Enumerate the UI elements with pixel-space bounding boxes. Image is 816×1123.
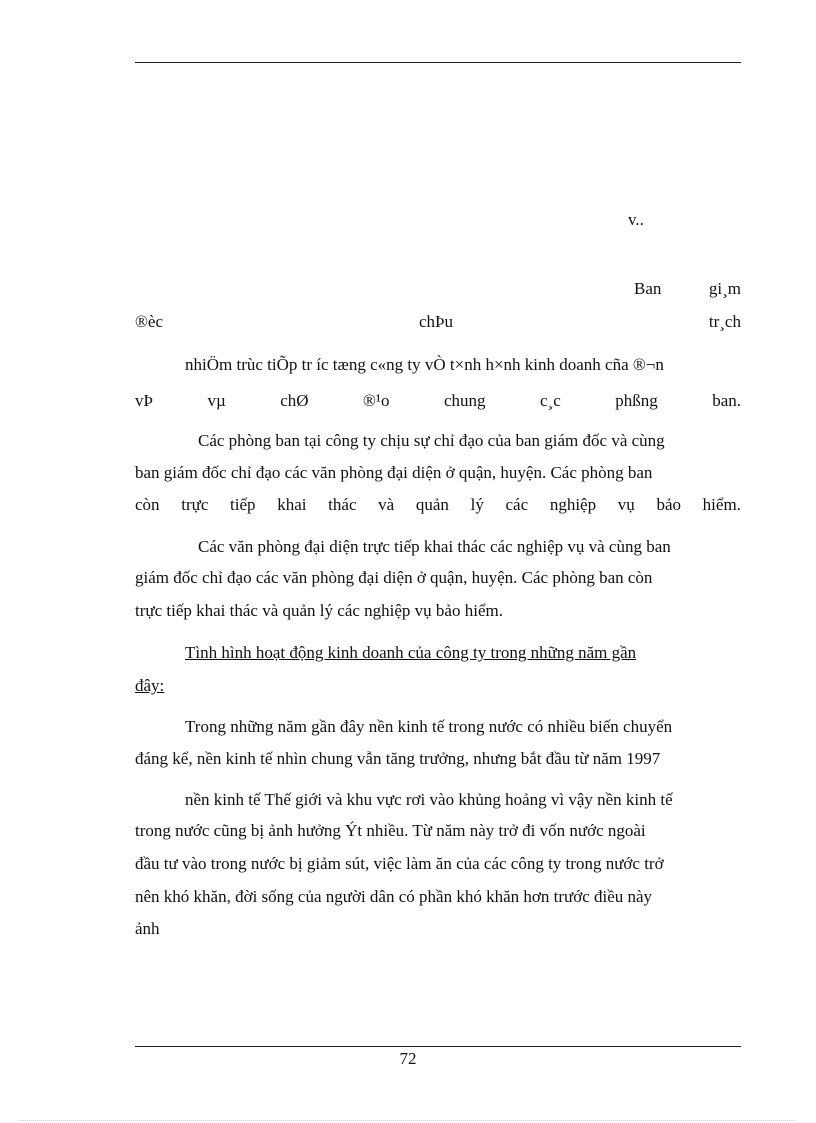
garbled-line-3: nhiÖm trùc tiÕp tr íc tæng c«ng ty vÒ t×nh h×nh kinh doanh cña ®¬n xyxy=(185,355,664,374)
garbled-line-1: Ban gi¸m xyxy=(634,279,741,298)
section-heading-line-2: đây: xyxy=(135,676,165,695)
page-number: 72 xyxy=(399,1049,417,1068)
para2-line-3: trực tiếp khai thác và quản lý các nghiệp vụ bảo hiểm. xyxy=(135,601,503,620)
garbled-line-2: ®èc chÞu tr¸ch xyxy=(135,312,741,331)
para1-line-3: còn trực tiếp khai thác và quản lý các nghiệp vụ bảo hiểm. xyxy=(135,495,741,514)
para1-line-1: Các phòng ban tại công ty chịu sự chỉ đạo của ban giám đốc và cùng xyxy=(198,431,665,450)
para4-line-5: ảnh xyxy=(135,919,160,938)
para3-line-2: đáng kể, nền kinh tế nhìn chung vẫn tăng trưởng, nhưng bắt đầu từ năm 1997 xyxy=(135,749,661,768)
footer-rule xyxy=(135,1046,741,1047)
para2-line-1: Các văn phòng đại diện trực tiếp khai thác các nghiệp vụ và cùng ban xyxy=(198,537,671,556)
para1-line-2: ban giám đốc chỉ đạo các văn phòng đại diện ở quận, huyện. Các phòng ban xyxy=(135,463,653,482)
para4-line-1: nền kinh tế Thế giới và khu vực rơi vào khủng hoảng vì vậy nền kinh tế xyxy=(185,790,673,809)
para4-line-2: trong nước cũng bị ảnh hưởng Ýt nhiều. Từ năm này trở đi vốn nước ngoài xyxy=(135,821,646,840)
para4-line-3: đầu tư vào trong nước bị giảm sút, việc làm ăn của các công ty trong nước trở xyxy=(135,854,664,873)
para4-line-4: nên khó khăn, đời sống của người dân có phần khó khăn hơn trước điều này xyxy=(135,887,653,906)
section-heading-line-1: Tình hình hoạt động kinh doanh của công ty trong những năm gần xyxy=(185,643,637,662)
header-rule xyxy=(135,62,741,63)
para3-line-1: Trong những năm gần đây nền kinh tế trong nước có nhiều biến chuyển xyxy=(185,717,673,736)
text-fragment: v.. xyxy=(628,210,644,229)
para2-line-2: giám đốc chỉ đạo các văn phòng đại diện ở quận, huyện. Các phòng ban còn xyxy=(135,568,653,587)
page-edge-dots xyxy=(20,1120,796,1121)
garbled-line-4: vÞ vµ chØ ®¹o chung c¸c phßng ban. xyxy=(135,391,741,410)
